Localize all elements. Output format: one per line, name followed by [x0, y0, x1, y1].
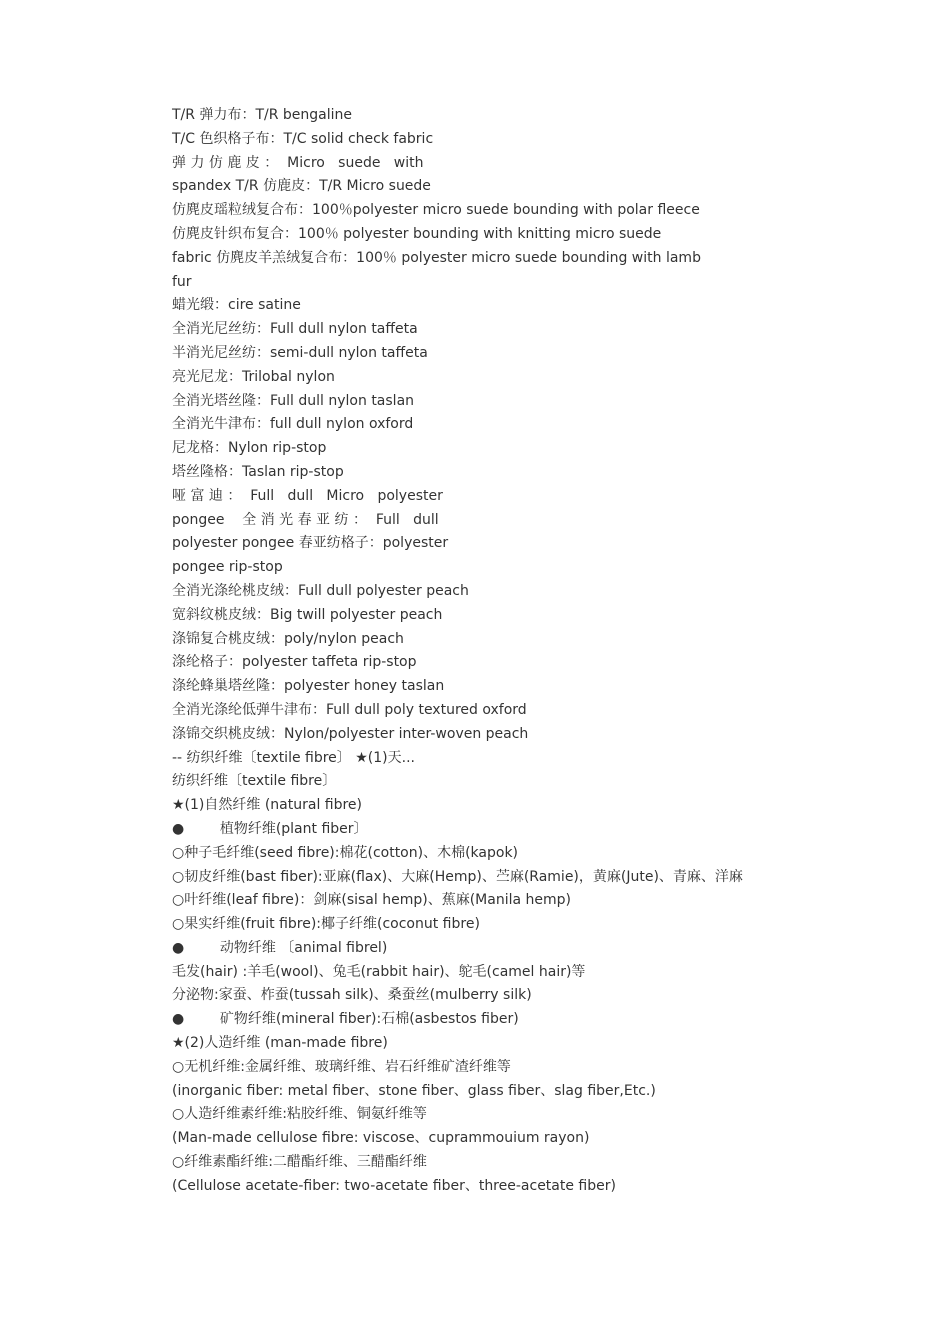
text-line: 涤锦复合桃皮绒：poly/nylon peach	[172, 630, 404, 647]
text-line: 全消光牛津布：full dull nylon oxford	[172, 416, 414, 433]
text-line: 分泌物:家蚕、柞蚕(tussah silk)、桑蚕丝(mulberry silk)	[172, 987, 532, 1004]
text-line: 尼龙格：Nylon rip-stop	[172, 440, 327, 457]
text-line: 全消光尼丝纺：Full dull nylon taffeta	[172, 321, 418, 338]
text-line: -- 纺织纤维〔textile fibre〕 ★(1)天...	[172, 749, 415, 766]
text-line: T/R 弹力布：T/R bengaline	[172, 107, 352, 123]
text-line: 全消光塔丝隆：Full dull nylon taslan	[172, 392, 415, 409]
text-line: ○韧皮纤维(bast fiber):亚麻(flax)、大麻(Hemp)、苎麻(Ramie)，黄麻(Jute)、青麻、洋麻	[172, 868, 743, 885]
text-line: fur	[172, 273, 192, 290]
text-line: fabric 仿麂皮羊羔绒复合布：100％ polyester micro suede bounding with lamb	[172, 249, 701, 266]
text-line: 毛发(hair) :羊毛(wool)、兔毛(rabbit hair)、鸵毛(camel hair)等	[172, 963, 586, 980]
text-line: 仿麂皮瑶粒绒复合布：100％polyester micro suede bounding with polar fleece	[172, 202, 700, 219]
text-line: ○果实纤维(fruit fibre):椰子纤维(coconut fibre)	[172, 916, 480, 933]
text-line: ● 植物纤维(plant fiber〕	[172, 820, 368, 837]
text-line: ● 动物纤维 〔animal fibrel)	[172, 939, 388, 956]
text-line: 弹 力 仿 鹿 皮 ： Micro suede with	[172, 154, 424, 171]
text-line: (inorganic fiber: metal fiber、stone fiber、glass fiber、slag fiber,Etc.)	[172, 1082, 656, 1099]
text-line: 蜡光缎：cire satine	[172, 297, 301, 314]
text-line: 全消光涤纶低弹牛津布：Full dull poly textured oxford	[172, 701, 527, 718]
text-line: 塔丝隆格：Taslan rip-stop	[172, 463, 344, 480]
text-line: pongee 全 消 光 春 亚 纺 ： Full dull	[172, 511, 439, 528]
text-line: ★(1)自然纤维 (natural fibre)	[172, 797, 363, 814]
text-line: ○叶纤维(leaf fibre)：剑麻(sisal hemp)、蕉麻(Manila hemp)	[172, 892, 571, 909]
text-line: spandex T/R 仿鹿皮：T/R Micro suede	[172, 178, 431, 195]
text-line: 宽斜纹桃皮绒：Big twill polyester peach	[172, 606, 443, 623]
text-line: ○无机纤维:金属纤维、玻璃纤维、岩石纤维矿渣纤维等	[172, 1058, 511, 1075]
text-line: 全消光涤纶桃皮绒：Full dull polyester peach	[172, 582, 469, 599]
text-line: 涤纶格子：polyester taffeta rip-stop	[172, 654, 417, 671]
text-line: ● 矿物纤维(mineral fiber):石棉(asbestos fiber)	[172, 1011, 519, 1028]
text-line: ○种子毛纤维(seed fibre):棉花(cotton)、木棉(kapok)	[172, 844, 519, 861]
text-line: polyester pongee 春亚纺格子：polyester	[172, 535, 449, 552]
text-line: 纺织纤维〔textile fibre〕	[172, 773, 337, 790]
text-line: (Man-made cellulose fibre: viscose、cuprammouium rayon)	[172, 1130, 590, 1147]
text-line: 涤纶蜂巢塔丝隆：polyester honey taslan	[172, 678, 445, 695]
text-line: ○纤维素酯纤维:二醋酯纤维、三醋酯纤维	[172, 1154, 427, 1171]
text-line: pongee rip-stop	[172, 559, 283, 576]
document-body	[172, 104, 772, 1199]
text-line: 哑 富 迪 ： Full dull Micro polyester	[172, 487, 443, 504]
text-line: 涤锦交织桃皮绒：Nylon/polyester inter-woven peach	[172, 725, 529, 742]
text-line: (Cellulose acetate-fiber: two-acetate fiber、three-acetate fiber)	[172, 1177, 616, 1194]
text-line: T/C 色织格子布：T/C solid check fabric	[172, 130, 434, 147]
text-line: 仿麂皮针织布复合：100％ polyester bounding with knitting micro suede	[172, 225, 662, 242]
text-line: 亮光尼龙：Trilobal nylon	[172, 368, 335, 385]
text-line: 半消光尼丝纺：semi-dull nylon taffeta	[172, 344, 428, 361]
text-line: ○人造纤维素纤维:粘胶纤维、铜氨纤维等	[172, 1106, 427, 1123]
text-line: ★(2)人造纤维 (man-made fibre)	[172, 1035, 388, 1052]
